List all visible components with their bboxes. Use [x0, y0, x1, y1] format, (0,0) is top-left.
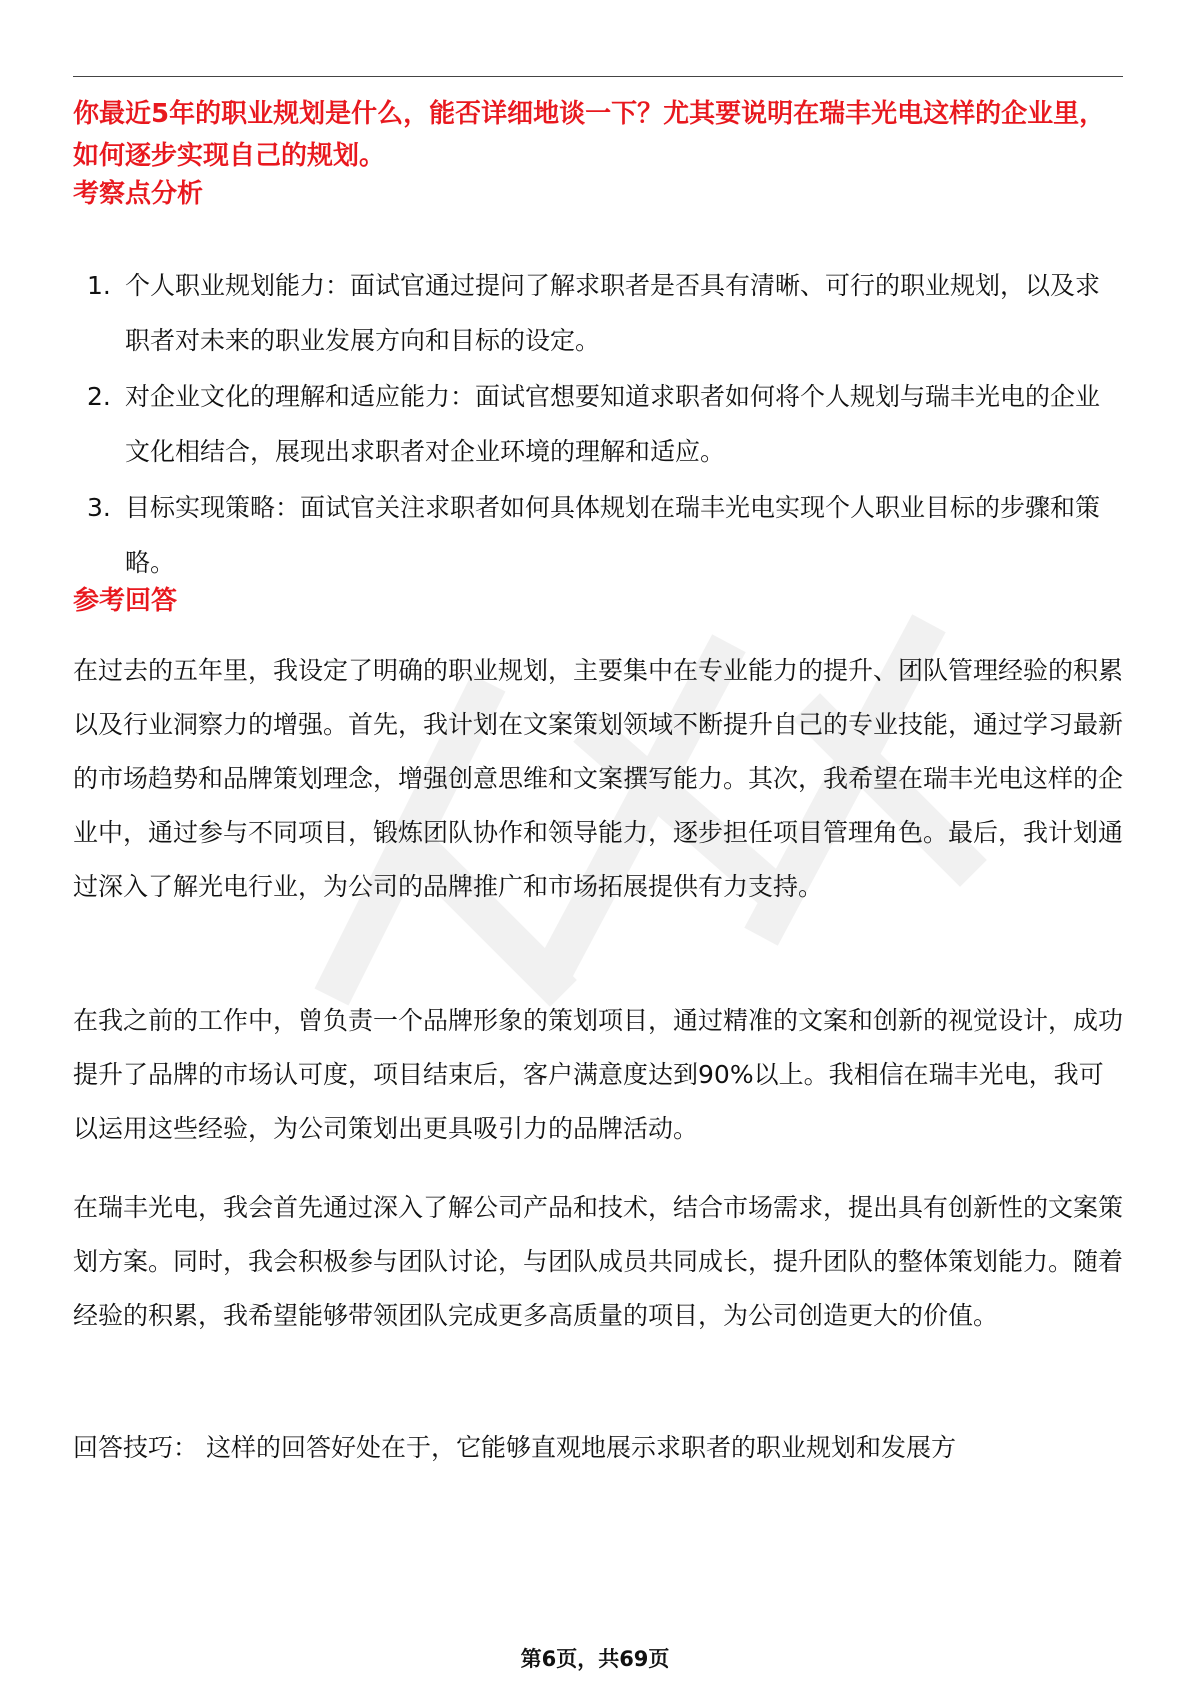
- item-text: 对企业文化的理解和适应能力：面试官想要知道求职者如何将个人规划与瑞丰光电的企业文化相结合，展现出求职者对企业环境的理解和适应。: [125, 382, 1101, 466]
- item-number: 2.: [87, 382, 111, 411]
- analysis-item: [73, 369, 1123, 479]
- interview-question: 你最近5年的职业规划是什么，能否详细地谈一下？尤其要说明在瑞丰光电这样的企业里，如何逐步实现自己的规划。: [73, 99, 1106, 171]
- item-text: 目标实现策略：面试官关注求职者如何具体规划在瑞丰光电实现个人职业目标的步骤和策略。: [125, 493, 1101, 577]
- item-number: 1.: [87, 271, 111, 300]
- answer-tips: 回答技巧： 这样的回答好处在于，它能够直观地展示求职者的职业规划和发展方: [73, 1433, 956, 1462]
- reference-heading: 参考回答: [73, 586, 178, 616]
- analysis-heading: 考察点分析: [73, 179, 204, 209]
- answer-paragraph: 在过去的五年里，我设定了明确的职业规划，主要集中在专业能力的提升、团队管理经验的积累以及行业洞察力的增强。首先，我计划在文案策划领域不断提升自己的专业技能，通过学习最新的市场趋势和品牌策划理念，增强创意思维和文案撰写能力。其次，我希望在瑞丰光电这样的企业中，通过参与不同项目，锻炼团队协作和领导能力，逐步担任项目管理角色。最后，我计划通过深入了解光电行业，为公司的品牌推广和市场拓展提供有力支持。: [73, 656, 1124, 901]
- top-divider: [73, 76, 1123, 77]
- analysis-list: [73, 258, 1123, 591]
- answer-paragraph: 在瑞丰光电，我会首先通过深入了解公司产品和技术，结合市场需求，提出具有创新性的文案策划方案。同时，我会积极参与团队讨论，与团队成员共同成长，提升团队的整体策划能力。随着经验的积累，我希望能够带领团队完成更多高质量的项目，为公司创造更大的价值。: [73, 1193, 1124, 1330]
- analysis-item: [73, 480, 1123, 590]
- analysis-item: [73, 258, 1123, 368]
- item-number: 3.: [87, 493, 111, 522]
- answer-paragraph: 在我之前的工作中，曾负责一个品牌形象的策划项目，通过精准的文案和创新的视觉设计，成功提升了品牌的市场认可度，项目结束后，客户满意度达到90%以上。我相信在瑞丰光电，我可以运用这些经验，为公司策划出更具吸引力的品牌活动。: [73, 1006, 1124, 1143]
- item-text: 个人职业规划能力：面试官通过提问了解求职者是否具有清晰、可行的职业规划，以及求职者对未来的职业发展方向和目标的设定。: [125, 271, 1101, 355]
- page-footer: 第6页，共69页: [520, 1647, 670, 1671]
